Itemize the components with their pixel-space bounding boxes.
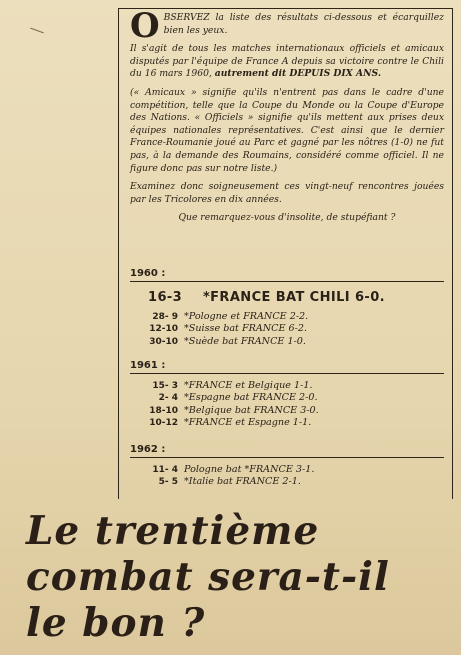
title-line-2: combat sera-t-il xyxy=(26,554,390,600)
title-line-1: Le trentième xyxy=(26,508,320,554)
result-text: *Belgique bat FRANCE 3-0. xyxy=(184,404,319,416)
result-row xyxy=(140,311,444,323)
result-row xyxy=(140,323,444,335)
year-rule xyxy=(130,281,444,282)
section-1961 xyxy=(130,360,444,430)
result-date: 15- 3 xyxy=(152,381,178,391)
year-rule xyxy=(130,457,444,458)
intro-paragraph-1 xyxy=(130,6,444,46)
intro-lead: BSERVEZ la liste des résultats ci-dessous et écarquillez bien les yeux. xyxy=(163,12,444,36)
result-date: 5- 5 xyxy=(158,477,178,488)
intro-p2-bold: autrement dit DEPUIS DIX ANS. xyxy=(214,68,382,80)
result-date: 12-10 xyxy=(149,324,178,335)
result-row xyxy=(140,464,444,476)
result-text: Pologne bat *FRANCE 3-1. xyxy=(184,464,315,475)
result-date: 30-10 xyxy=(149,336,178,347)
dropcap-letter: O xyxy=(130,6,160,46)
result-text: *Espagne bat FRANCE 2-0. xyxy=(184,392,318,404)
headline-text: *FRANCE BAT CHILI 6-0. xyxy=(202,290,385,305)
year-rule xyxy=(130,373,444,374)
intro-p2-text: Il s'agit de tous les matches internationaux officiels et amicaux disputés par l'équipe de France A depuis sa victoire contre le Chili du 16 mars 1960, xyxy=(130,43,444,80)
results-list-1960 xyxy=(140,311,444,348)
results-list-1962 xyxy=(140,464,444,489)
result-text: *FRANCE et Espagne 1-1. xyxy=(184,417,312,429)
result-row xyxy=(140,476,444,488)
title-line-3: le bon ? xyxy=(26,600,206,646)
result-row xyxy=(140,405,444,417)
result-row xyxy=(140,336,444,348)
intro-paragraph-4: Examinez donc soigneusement ces vingt-neuf rencontres jouées par les Tricolores en dix années. xyxy=(130,181,444,205)
result-text: *FRANCE et Belgique 1-1. xyxy=(184,380,313,391)
result-text: *Suisse bat FRANCE 6-2. xyxy=(184,323,308,335)
section-1962 xyxy=(130,444,444,489)
result-row xyxy=(140,417,444,429)
result-date: 10-12 xyxy=(149,418,178,429)
year-label-1960: 1960 : xyxy=(130,268,166,279)
intro-paragraph-5: Que remarquez-vous d'insolite, de stupéfiant ? xyxy=(178,212,396,224)
result-date: 2- 4 xyxy=(158,393,178,404)
result-date: 18-10 xyxy=(149,405,178,416)
result-text: *Suède bat FRANCE 1-0. xyxy=(184,335,306,347)
result-row xyxy=(140,380,444,392)
result-date: 28- 9 xyxy=(152,312,178,322)
headline-date: 16-3 xyxy=(148,290,183,305)
year-label-1961: 1961 : xyxy=(130,360,166,371)
result-text: *Italie bat FRANCE 2-1. xyxy=(184,476,301,488)
results-list-1961 xyxy=(140,380,444,430)
intro-text xyxy=(130,6,444,231)
intro-paragraph-2 xyxy=(130,43,444,81)
result-text: *Pologne et FRANCE 2-2. xyxy=(184,311,309,322)
article-title xyxy=(26,508,446,646)
headline-result xyxy=(148,290,444,305)
intro-paragraph-3: (« Amicaux » signifie qu'ils n'entrent pas dans le cadre d'une compétition, telle que la Coupe du Monde ou la Coupe d'Europe des Nations. « Officiels » signifie qu'ils mettent aux prises deux équipes nationales représentatives. C'est ainsi que le dernier France-Roumanie joué au Parc et gagné par les nôtres (1-0) ne fut pas, à la demande des Roumains, considéré comme officiel. Il ne figure donc pas sur notre liste.) xyxy=(130,86,444,174)
result-row xyxy=(140,392,444,404)
year-label-1962: 1962 : xyxy=(130,444,166,455)
result-date: 11- 4 xyxy=(152,465,178,475)
section-1960 xyxy=(130,268,444,348)
margin-mark xyxy=(30,28,43,34)
